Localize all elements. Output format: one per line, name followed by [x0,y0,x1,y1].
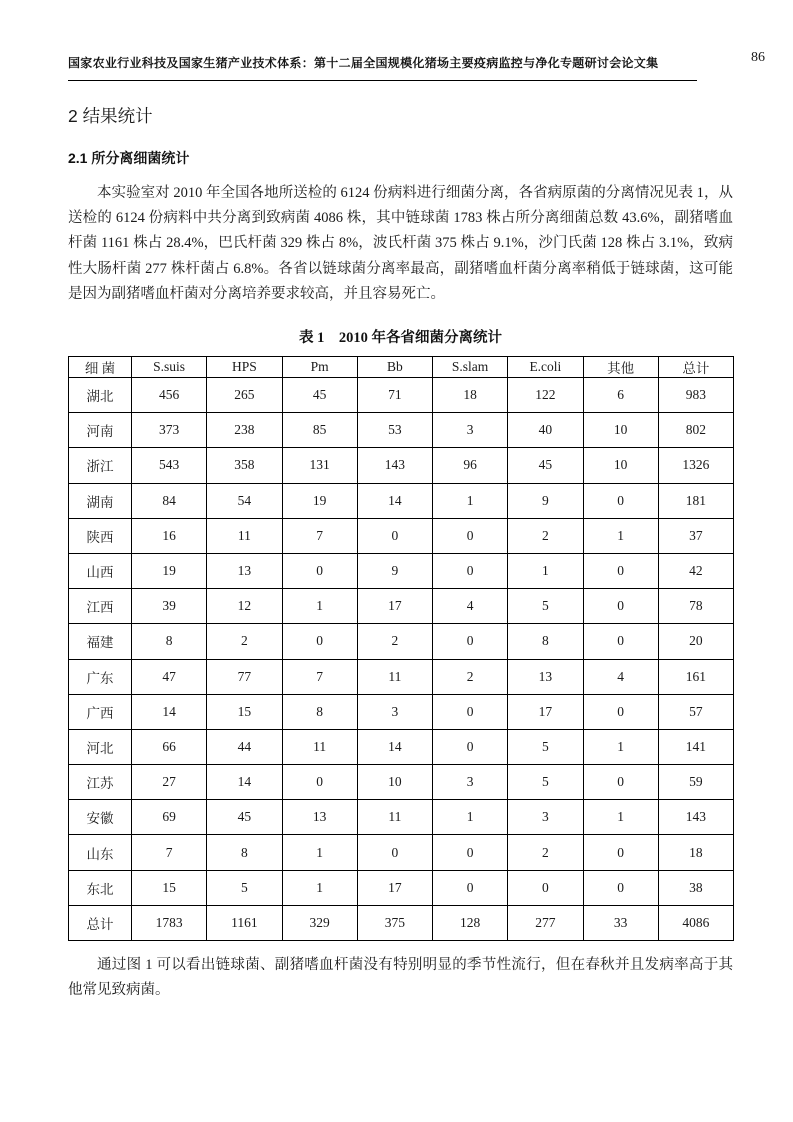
data-cell: 128 [433,905,508,940]
data-cell: 0 [583,589,658,624]
data-cell: 53 [357,413,432,448]
data-cell: 0 [583,483,658,518]
data-cell: 37 [658,518,733,553]
data-cell: 13 [282,800,357,835]
data-cell: 141 [658,729,733,764]
row-label: 浙江 [69,448,132,483]
data-cell: 78 [658,589,733,624]
row-label: 广西 [69,694,132,729]
row-label: 河南 [69,413,132,448]
data-cell: 8 [282,694,357,729]
data-cell: 373 [132,413,207,448]
data-cell: 19 [132,553,207,588]
data-cell: 40 [508,413,583,448]
table-row [69,870,734,905]
table-row [69,413,734,448]
data-cell: 358 [207,448,282,483]
data-cell: 1 [583,800,658,835]
data-cell: 0 [433,729,508,764]
column-header: S.suis [132,357,207,378]
table-row [69,659,734,694]
data-cell: 0 [583,835,658,870]
data-cell: 1 [282,870,357,905]
row-label: 山东 [69,835,132,870]
data-cell: 1 [583,729,658,764]
data-cell: 85 [282,413,357,448]
column-header: S.slam [433,357,508,378]
data-cell: 16 [132,518,207,553]
data-cell: 3 [433,413,508,448]
data-cell: 18 [433,378,508,413]
column-header: 总计 [658,357,733,378]
data-cell: 8 [207,835,282,870]
table-row [69,589,734,624]
column-header: Pm [282,357,357,378]
data-cell: 238 [207,413,282,448]
data-cell: 1 [583,518,658,553]
data-cell: 59 [658,765,733,800]
data-cell: 0 [433,694,508,729]
column-header: 细 菌 [69,357,132,378]
data-cell: 5 [508,589,583,624]
data-cell: 7 [132,835,207,870]
data-cell: 0 [583,624,658,659]
row-label: 江西 [69,589,132,624]
data-cell: 0 [282,553,357,588]
data-cell: 4 [583,659,658,694]
data-cell: 20 [658,624,733,659]
data-cell: 2 [207,624,282,659]
data-cell: 19 [282,483,357,518]
data-cell: 983 [658,378,733,413]
data-cell: 143 [357,448,432,483]
data-cell: 1326 [658,448,733,483]
data-cell: 1161 [207,905,282,940]
table-row [69,765,734,800]
data-cell: 10 [357,765,432,800]
running-header-title: 国家农业行业科技及国家生猪产业技术体系：第十二届全国规模化猪场主要疫病监控与净化专题研讨会论文集 [68,56,659,70]
data-cell: 17 [357,589,432,624]
data-cell: 2 [508,835,583,870]
data-cell: 13 [207,553,282,588]
data-cell: 1 [282,835,357,870]
data-cell: 66 [132,729,207,764]
data-cell: 2 [357,624,432,659]
data-cell: 47 [132,659,207,694]
data-cell: 456 [132,378,207,413]
column-header: HPS [207,357,282,378]
closing-paragraph: 通过图 1 可以看出链球菌、副猪嗜血杆菌没有特别明显的季节性流行，但在春秋并且发病率高于其他常见致病菌。 [68,957,733,999]
data-cell: 2 [433,659,508,694]
data-cell: 9 [357,553,432,588]
data-cell: 543 [132,448,207,483]
data-cell: 0 [508,870,583,905]
row-label: 湖南 [69,483,132,518]
table-row [69,905,734,940]
table-head [69,357,734,378]
table-row [69,694,734,729]
data-cell: 0 [433,518,508,553]
data-cell: 0 [357,835,432,870]
data-cell: 77 [207,659,282,694]
data-cell: 12 [207,589,282,624]
data-cell: 0 [282,765,357,800]
data-cell: 8 [508,624,583,659]
table-header-row [69,357,734,378]
data-cell: 57 [658,694,733,729]
data-cell: 17 [357,870,432,905]
data-cell: 14 [132,694,207,729]
data-cell: 71 [357,378,432,413]
data-cell: 84 [132,483,207,518]
bacteria-table [68,356,734,941]
data-cell: 15 [207,694,282,729]
data-cell: 27 [132,765,207,800]
table-row [69,624,734,659]
data-cell: 265 [207,378,282,413]
row-label: 总计 [69,905,132,940]
data-cell: 17 [508,694,583,729]
data-cell: 329 [282,905,357,940]
table-row [69,553,734,588]
section-heading: 2 结果统计 [68,106,153,126]
data-cell: 0 [583,870,658,905]
data-cell: 0 [282,624,357,659]
data-cell: 0 [583,694,658,729]
row-label: 东北 [69,870,132,905]
data-cell: 44 [207,729,282,764]
data-cell: 277 [508,905,583,940]
data-cell: 42 [658,553,733,588]
data-cell: 45 [508,448,583,483]
data-cell: 0 [433,624,508,659]
data-cell: 4 [433,589,508,624]
data-cell: 375 [357,905,432,940]
data-cell: 11 [357,659,432,694]
table-row [69,518,734,553]
data-cell: 161 [658,659,733,694]
data-cell: 15 [132,870,207,905]
data-cell: 45 [207,800,282,835]
data-cell: 3 [433,765,508,800]
data-cell: 0 [583,765,658,800]
data-cell: 18 [658,835,733,870]
row-label: 广东 [69,659,132,694]
data-cell: 45 [282,378,357,413]
data-cell: 5 [508,765,583,800]
header-rule [68,80,697,81]
table-row [69,800,734,835]
data-cell: 96 [433,448,508,483]
data-cell: 0 [433,835,508,870]
data-cell: 0 [433,870,508,905]
page-number: 86 [751,50,765,65]
data-cell: 10 [583,448,658,483]
data-cell: 11 [282,729,357,764]
column-header: Bb [357,357,432,378]
data-cell: 14 [357,729,432,764]
data-cell: 5 [207,870,282,905]
data-cell: 0 [433,553,508,588]
data-cell: 1 [433,483,508,518]
data-cell: 39 [132,589,207,624]
data-cell: 69 [132,800,207,835]
data-cell: 14 [357,483,432,518]
data-cell: 143 [658,800,733,835]
data-cell: 802 [658,413,733,448]
column-header: E.coli [508,357,583,378]
row-label: 河北 [69,729,132,764]
data-cell: 7 [282,518,357,553]
data-cell: 33 [583,905,658,940]
data-cell: 11 [357,800,432,835]
table-row [69,483,734,518]
row-label: 福建 [69,624,132,659]
data-cell: 10 [583,413,658,448]
page-content [68,0,733,1003]
data-cell: 1783 [132,905,207,940]
data-cell: 3 [357,694,432,729]
data-cell: 11 [207,518,282,553]
data-cell: 2 [508,518,583,553]
data-cell: 9 [508,483,583,518]
row-label: 山西 [69,553,132,588]
subsection-heading: 2.1 所分离细菌统计 [68,150,190,166]
table-body [69,378,734,941]
data-cell: 3 [508,800,583,835]
data-cell: 6 [583,378,658,413]
data-cell: 1 [508,553,583,588]
data-cell: 38 [658,870,733,905]
data-cell: 8 [132,624,207,659]
data-cell: 5 [508,729,583,764]
data-cell: 122 [508,378,583,413]
column-header: 其他 [583,357,658,378]
table-title: 表 1 2010 年各省细菌分离统计 [299,330,502,347]
row-label: 安徽 [69,800,132,835]
table-row [69,378,734,413]
data-cell: 1 [433,800,508,835]
row-label: 湖北 [69,378,132,413]
data-cell: 4086 [658,905,733,940]
data-cell: 14 [207,765,282,800]
data-cell: 1 [282,589,357,624]
data-cell: 0 [583,553,658,588]
table-row [69,729,734,764]
table-row [69,448,734,483]
data-cell: 131 [282,448,357,483]
data-cell: 7 [282,659,357,694]
row-label: 江苏 [69,765,132,800]
data-cell: 181 [658,483,733,518]
row-label: 陕西 [69,518,132,553]
intro-paragraph: 本实验室对 2010 年全国各地所送检的 6124 份病料进行细菌分离，各省病原菌的分离情况见表 1，从送检的 6124 份病料中共分离到致病菌 4086 株，其中链球菌 1783 株占所分离细菌总数 43.6%，副猪嗜血杆菌 1161 株占 28.4%，巴氏杆菌 329 株占 8%，波氏杆菌 375 株占 9.1%，沙门氏菌 128 株占 3.1%，致病性大肠杆菌 277 株杆菌占 6.8%。各省以链球菌分离率最高，副猪嗜血杆菌分离率稍低于链球菌，这可能是因为副猪嗜血杆菌对分离培养要求较高，并且容易死亡。 [68,185,733,302]
data-cell: 0 [357,518,432,553]
table-row [69,835,734,870]
data-cell: 54 [207,483,282,518]
data-cell: 13 [508,659,583,694]
